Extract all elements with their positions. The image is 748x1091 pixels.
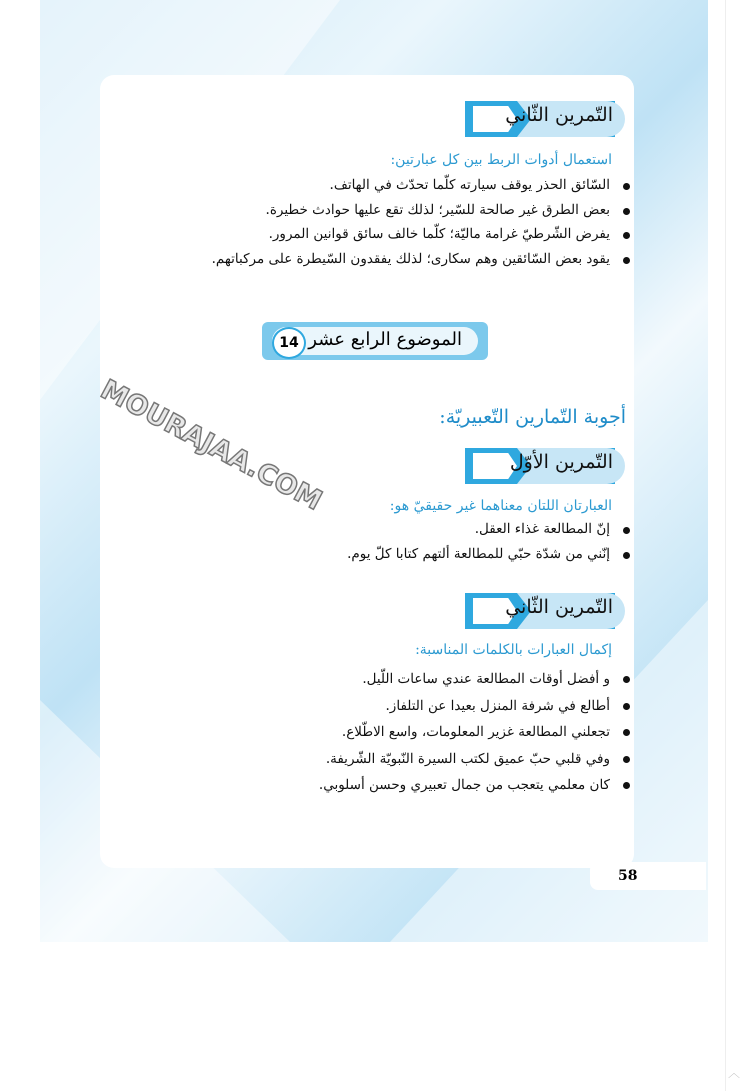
topic-number: 14 [272,327,306,359]
list-item: السّائق الحذر يوقف سيارته كلّما تحدّث في الهاتف. [212,173,610,198]
list-item: إنّني من شدّة حبّي للمطالعة ألتهم كتابا كلّ يوم. [347,542,610,567]
list-item: أطالع في شرفة المنزل بعيدا عن التلفاز. [319,693,610,720]
topic-title: الموضوع الرابع عشر [308,329,462,350]
exercise-subtitle: إكمال العبارات بالكلمات المناسبة: [415,642,612,658]
section-heading: أجوبة التّمارين التّعبيريّة: [439,406,626,428]
list-item: وفي قلبي حبّ عميق لكتب السيرة النّبويّة الشّريفة. [319,746,610,773]
list-item: يفرض الشّرطيّ غرامة ماليّة؛ كلّما خالف سائق قوانين المرور. [212,222,610,247]
list-item: بعض الطرق غير صالحة للسّير؛ لذلك تقع عليها حوادث خطيرة. [212,198,610,223]
list-item: يقود بعض السّائقين وهم سكارى؛ لذلك يفقدون السّيطرة على مركباتهم. [212,247,610,272]
exercise-banner [465,593,625,629]
banner-title: التّمرين الثّاني [505,104,613,126]
banner-title: التّمرين الثّاني [505,596,613,618]
page-number: 58 [590,862,706,890]
answer-list [319,666,630,799]
exercise-banner [465,101,625,137]
answer-list [347,517,630,566]
list-item: و أفضل أوقات المطالعة عندي ساعات اللّيل. [319,666,610,693]
topic-banner [232,318,502,364]
exercise-subtitle: استعمال أدوات الربط بين كل عبارتين: [390,152,612,168]
watermark: MOURAJAA.COM [95,374,327,517]
scrollbar[interactable] [725,0,740,1091]
list-item: تجعلني المطالعة غزير المعلومات، واسع الاطّلاع. [319,719,610,746]
list-item: إنّ المطالعة غذاء العقل. [347,517,610,542]
answer-list [212,173,630,271]
exercise-subtitle: العبارتان اللتان معناهما غير حقيقيّ هو: [389,498,612,514]
exercise-banner [465,448,625,484]
scroll-up-icon[interactable]: ︿ [728,1066,741,1080]
list-item: كان معلمي يتعجب من جمال تعبيري وحسن أسلوبي. [319,772,610,799]
banner-title: التّمرين الأوّل [509,451,613,473]
